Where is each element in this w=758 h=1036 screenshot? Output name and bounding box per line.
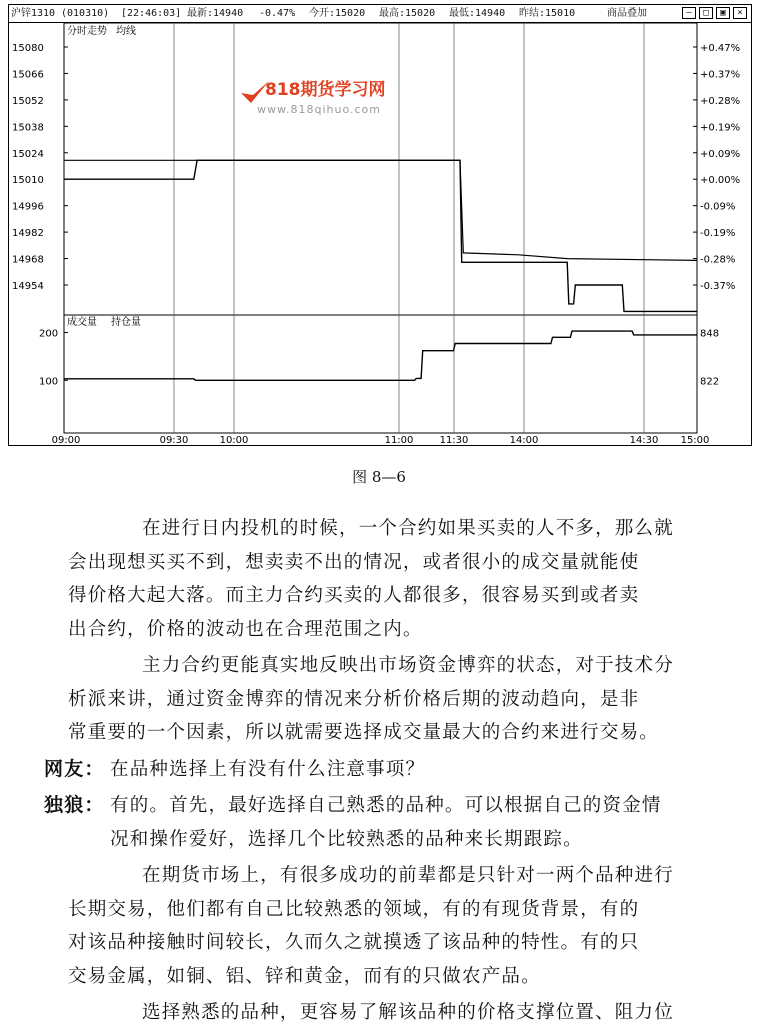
time-tick-label: 15:00	[680, 435, 710, 445]
time-tick-label: 14:30	[629, 435, 659, 445]
price-tick-left: 14968	[12, 254, 44, 266]
paragraph-text: 常重要的一个因素，所以就需要选择成交量最大的合约来进行交易。	[68, 722, 660, 743]
paragraph-text: 况和操作爱好，选择几个比较熟悉的品种来长期跟踪。	[110, 828, 583, 850]
time-tick-label: 09:00	[51, 435, 81, 445]
high-price: 最高:15020	[379, 8, 436, 19]
price-tick-left: 14996	[12, 201, 44, 213]
price-tick-left: 15052	[12, 95, 44, 107]
time-tick-label: 10:00	[219, 435, 249, 445]
window-controls	[682, 7, 747, 19]
price-tick-left: 14982	[12, 228, 44, 240]
settle-price: 昨结:15010	[519, 8, 576, 19]
legend-open-interest: 持仓量	[111, 317, 141, 328]
legend-avg: 均线	[116, 26, 136, 37]
paragraph-text: 会出现想买买不到，想卖卖不出的情况，或者很小的成交量就能使	[68, 551, 640, 573]
paragraph-line	[68, 546, 712, 580]
volume-tick-right: 822	[700, 376, 720, 388]
paragraph-line	[68, 613, 712, 647]
legend-volume: 成交量	[67, 317, 97, 328]
legend-price: 分时走势	[67, 26, 107, 37]
price-tick-right: +0.37%	[700, 69, 741, 81]
price-tick-right: -0.37%	[700, 281, 736, 292]
price-series-line	[64, 160, 697, 311]
intraday-chart-window	[8, 4, 752, 446]
commodity-overlay-button[interactable]: 商品叠加	[607, 8, 647, 19]
paragraph-text: 析派来讲，通过资金博弈的情况来分析价格后期的波动趋向，是非	[68, 688, 640, 710]
speaker-label: 独狼：	[44, 794, 105, 816]
paragraph-text: 主力合约更能真实地反映出市场资金博弈的状态，对于技术分	[142, 655, 674, 676]
price-tick-right: +0.00%	[700, 175, 741, 187]
restore-icon[interactable]: □	[699, 7, 713, 19]
price-tick-right: -0.09%	[700, 201, 736, 213]
paragraph-text: 在进行日内投机的时候，一个合约如果买卖的人不多，那么就	[142, 518, 674, 539]
price-tick-right: -0.19%	[700, 228, 736, 240]
maximize-icon[interactable]: ▣	[716, 7, 730, 19]
paragraph-text: 对该品种接触时间较长，久而久之就摸透了该品种的特性。有的只	[68, 932, 640, 953]
paragraph-text: 在期货市场上，有很多成功的前辈都是只针对一两个品种进行	[142, 865, 674, 886]
paragraph-line	[68, 716, 712, 750]
paragraph-text: 选择熟悉的品种，更容易了解该品种的价格支撑位置、阻力位	[142, 1002, 674, 1023]
price-tick-left: 15038	[12, 122, 44, 134]
time-tick-label: 11:00	[384, 435, 414, 445]
paragraph-line	[68, 859, 712, 893]
paragraph-line	[68, 893, 712, 927]
contract-code: (010310)	[61, 8, 110, 19]
volume-tick-left: 200	[39, 328, 59, 340]
minimize-icon[interactable]: –	[682, 7, 696, 19]
price-panel-frame	[64, 23, 697, 315]
price-tick-right: +0.09%	[700, 148, 741, 160]
paragraph-line	[68, 579, 712, 613]
paragraph-text: 出合约，价格的波动也在合理范围之内。	[68, 618, 423, 640]
volume-tick-left: 100	[39, 376, 59, 388]
figure-caption: 图 8—6	[352, 468, 406, 486]
paragraph-line	[68, 996, 712, 1030]
price-tick-right: -0.28%	[700, 254, 736, 266]
price-tick-left: 15024	[12, 148, 44, 160]
chart-svg	[9, 23, 751, 445]
chart-title-bar	[9, 5, 751, 23]
paragraph-text: 得价格大起大落。而主力合约买卖的人都很多，很容易买到或者卖	[68, 585, 640, 606]
time-tick-label: 11:30	[439, 435, 469, 445]
price-tick-left: 14954	[12, 281, 44, 292]
change-percent: -0.47%	[259, 8, 296, 19]
paragraph-line	[68, 926, 712, 960]
price-tick-right: +0.47%	[700, 43, 741, 54]
paragraph-line	[44, 789, 712, 823]
price-tick-left: 15066	[12, 69, 44, 81]
close-icon[interactable]: ×	[733, 7, 747, 19]
paragraph-text: 在品种选择上有没有什么注意事项？	[110, 758, 426, 780]
paragraph-line	[44, 753, 712, 787]
average-series-line	[64, 160, 697, 260]
volume-tick-right: 848	[700, 328, 720, 340]
low-price: 最低:14940	[449, 8, 506, 19]
paragraph-line	[68, 960, 712, 994]
watermark-logo	[241, 79, 386, 116]
latest-price: 最新:14940	[187, 8, 244, 19]
quote-time: [22:46:03]	[121, 8, 182, 19]
paragraph-text: 长期交易，他们都有自己比较熟悉的领域，有的有现货背景，有的	[68, 898, 640, 920]
open-price: 今开:15020	[309, 8, 366, 19]
price-tick-right: +0.19%	[700, 122, 741, 134]
paragraph-line	[68, 683, 712, 717]
speaker-label: 网友：	[44, 757, 105, 780]
paragraph-text: 交易金属，如铜、铝、锌和黄金，而有的只做农产品。	[68, 965, 541, 987]
volume-panel-frame	[64, 315, 697, 433]
symbol-label: 沪锌1310	[11, 8, 56, 19]
paragraph-line	[44, 823, 712, 857]
price-tick-left: 15010	[12, 175, 44, 187]
paragraph-line	[68, 512, 712, 546]
price-tick-right: +0.28%	[700, 95, 741, 107]
time-tick-label: 14:00	[509, 435, 539, 445]
price-tick-left: 15080	[12, 43, 44, 54]
time-tick-label: 09:30	[159, 435, 189, 445]
paragraph-text: 有的。首先，最好选择自己熟悉的品种。可以根据自己的资金情	[110, 795, 662, 816]
watermark-brand: 818期货学习网	[265, 80, 386, 100]
watermark-url: www.818qihuo.com	[257, 103, 381, 116]
open-interest-line	[64, 331, 697, 380]
paragraph-line	[68, 649, 712, 683]
